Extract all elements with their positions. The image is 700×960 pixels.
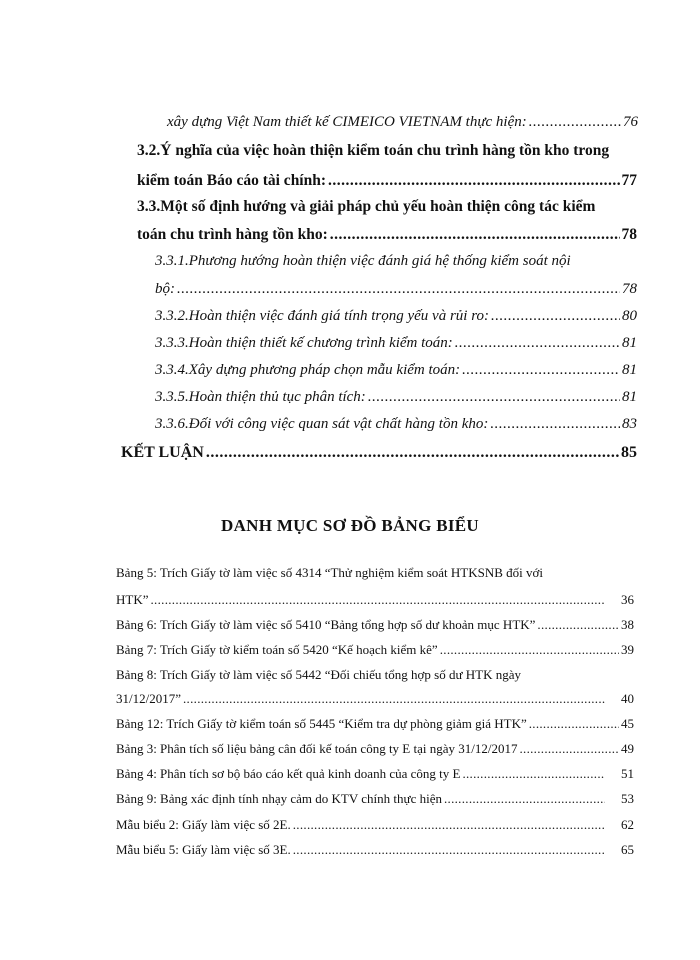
toc-item-3-2: [137, 172, 637, 190]
toc-page-number: 76: [623, 114, 638, 130]
table-entry-text: Bảng 9: Bảng xác định tính nhạy cảm do KTV chính thực hiện: [116, 791, 442, 806]
toc-page-number: 81: [622, 362, 637, 378]
dot-leader: [455, 335, 620, 352]
table-entry-8: [116, 791, 634, 807]
table-entry-text: HTK”: [116, 592, 149, 607]
dot-leader: [462, 766, 605, 782]
toc-page-number: 81: [622, 389, 637, 405]
table-entry-text: Bảng 12: Trích Giấy tờ kiểm toán số 5445 “Kiểm tra dự phòng giảm giá HTK”: [116, 716, 527, 731]
table-entry-text: Bảng 3: Phân tích số liệu bảng cân đối kế toán công ty E tại ngày 31/12/2017: [116, 741, 518, 756]
dot-leader: [330, 226, 620, 244]
table-entry-page: 49: [621, 741, 634, 756]
table-entry-text: Bảng 4: Phân tích sơ bộ báo cáo kết quả kinh doanh của công ty E: [116, 766, 461, 781]
toc-item-3-3-line1: 3.3.Một số định hướng và giải pháp chủ yếu hoàn thiện công tác kiểm: [137, 198, 596, 215]
toc-item-text: kiểm toán Báo cáo tài chính:: [137, 172, 327, 189]
table-entry-page: 40: [621, 691, 634, 706]
table-entry-text: 31/12/2017”: [116, 691, 181, 706]
toc-page-number: 78: [622, 281, 637, 297]
toc-item-text: 3.3.2.Hoàn thiện việc đánh giá tính trọng yếu và rủi ro:: [155, 308, 489, 324]
table-entry-page: 45: [621, 716, 634, 731]
table-entry-page: 36: [621, 592, 634, 607]
toc-item-text: 3.3.5.Hoàn thiện thủ tục phân tích:: [155, 389, 366, 405]
dot-leader: [490, 416, 620, 433]
table-entry-2: [116, 617, 634, 633]
toc-item-3-3-4: [155, 362, 637, 379]
toc-item-text: 3.3.6.Đối với công việc quan sát vật chất hàng tồn kho:: [155, 416, 489, 432]
table-entry-9: [116, 817, 634, 833]
toc-item-3-2-line1: 3.2.Ý nghĩa của việc hoàn thiện kiểm toán chu trình hàng tồn kho trong: [137, 142, 610, 159]
toc-page-number: 77: [621, 172, 637, 189]
dot-leader: [151, 592, 606, 608]
table-entry-4: [116, 691, 634, 707]
toc-item-3-3-6: [155, 416, 637, 433]
toc-item-3-1-continued: [167, 114, 638, 131]
dot-leader: [491, 308, 620, 325]
toc-page-number: 81: [622, 335, 637, 351]
table-entry-10: [116, 842, 634, 858]
dot-leader: [537, 617, 619, 633]
dot-leader: [183, 691, 605, 707]
toc-item-3-3-2: [155, 308, 637, 325]
table-entry-4-line1: Bảng 8: Trích Giấy tờ làm việc số 5442 “Đối chiếu tổng hợp số dư HTK ngày: [116, 667, 521, 682]
table-entry-text: Bảng 7: Trích Giấy tờ kiểm toán số 5420 “Kế hoạch kiểm kê”: [116, 642, 438, 657]
table-entry-1: [116, 592, 634, 608]
table-entry-5: [116, 716, 634, 732]
dot-leader: [440, 642, 619, 658]
dot-leader: [529, 716, 619, 732]
toc-item-text: toán chu trình hàng tồn kho:: [137, 226, 328, 243]
dot-leader: [177, 281, 620, 298]
toc-item-3-3-3: [155, 335, 637, 352]
toc-item-text: 3.3.3.Hoàn thiện thiết kế chương trình kiểm toán:: [155, 335, 453, 351]
dot-leader: [293, 817, 605, 833]
toc-page-number: 78: [621, 226, 637, 243]
toc-item-3-3-1-line1: 3.3.1.Phương hướng hoàn thiện việc đánh giá hệ thống kiểm soát nội: [155, 253, 571, 269]
table-entry-page: 53: [621, 791, 634, 806]
table-entry-page: 51: [621, 766, 634, 781]
toc-item-ket-luan: [121, 444, 637, 462]
toc-item-3-3: [137, 226, 637, 244]
toc-page-number: 80: [622, 308, 637, 324]
dot-leader: [519, 741, 619, 757]
table-entry-page: 65: [621, 842, 634, 857]
toc-page-number: 85: [621, 444, 637, 461]
table-entry-6: [116, 741, 634, 757]
toc-item-text: bộ:: [155, 281, 175, 297]
dot-leader: [293, 842, 605, 858]
toc-item-3-3-1: [155, 281, 637, 298]
table-entry-page: 62: [621, 817, 634, 832]
list-of-tables-title: DANH MỤC SƠ ĐỒ BẢNG BIỂU: [221, 516, 479, 535]
table-entry-page: 39: [621, 642, 634, 657]
table-entry-text: Mẫu biểu 2: Giấy làm việc số 2E.: [116, 817, 291, 832]
dot-leader: [328, 172, 619, 190]
table-entry-3: [116, 642, 634, 658]
table-entry-7: [116, 766, 634, 782]
dot-leader: [462, 362, 620, 379]
dot-leader: [444, 791, 605, 807]
table-entry-1-line1: Bảng 5: Trích Giấy tờ làm việc số 4314 “Thử nghiệm kiểm soát HTKSNB đối với: [116, 565, 544, 580]
toc-item-text: KẾT LUẬN: [121, 444, 204, 461]
table-entry-text: Bảng 6: Trích Giấy tờ làm việc số 5410 “Bảng tổng hợp số dư khoản mục HTK”: [116, 617, 536, 632]
dot-leader: [529, 114, 621, 131]
toc-item-3-3-5: [155, 389, 637, 406]
dot-leader: [206, 444, 619, 462]
toc-item-text: xây dựng Việt Nam thiết kế CIMEICO VIETNAM thực hiện:: [167, 114, 527, 130]
dot-leader: [368, 389, 620, 406]
table-entry-text: Mẫu biểu 5: Giấy làm việc số 3E.: [116, 842, 291, 857]
toc-page-number: 83: [622, 416, 637, 432]
table-entry-page: 38: [621, 617, 634, 632]
toc-item-text: 3.3.4.Xây dựng phương pháp chọn mẫu kiểm toán:: [155, 362, 461, 378]
